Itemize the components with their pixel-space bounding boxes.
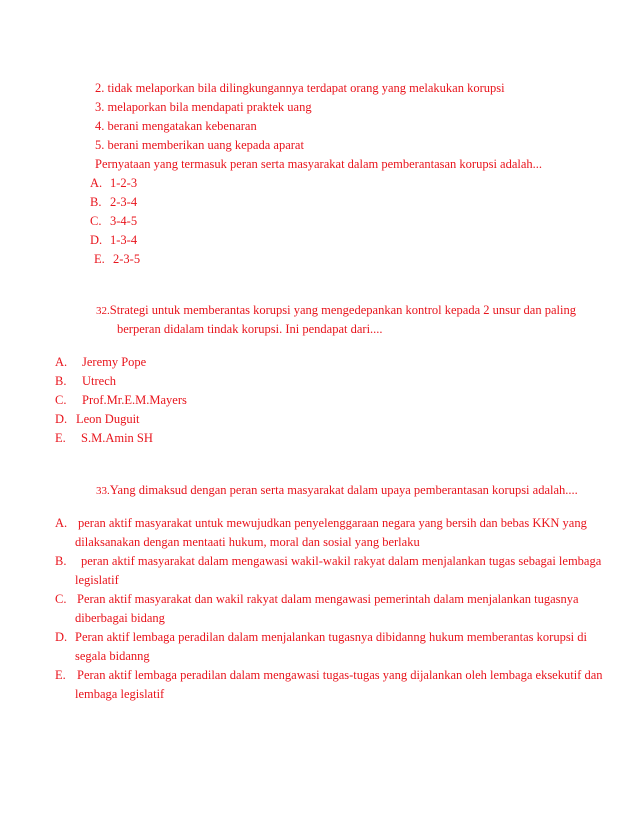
- option-letter: C.: [55, 393, 67, 407]
- option-letter: B.: [55, 374, 67, 388]
- option-text: 3-4-5: [110, 214, 138, 228]
- option-text: 2-3-5: [113, 252, 141, 266]
- q33-option-b-cont: legislatif: [75, 573, 119, 587]
- option-text: Prof.Mr.E.M.Mayers: [82, 393, 187, 407]
- q31-item-5: 5. berani memberikan uang kepada aparat: [95, 138, 304, 152]
- option-text: peran aktif masyarakat untuk mewujudkan penyelenggaraan negara yang bersih dan bebas KKN yang: [78, 516, 587, 530]
- q31-item-3: 3. melaporkan bila mendapati praktek uang: [95, 100, 312, 114]
- q31-prompt: Pernyataan yang termasuk peran serta masyarakat dalam pemberantasan korupsi adalah...: [95, 157, 543, 171]
- option-text: Peran aktif lembaga peradilan dalam mengawasi tugas-tugas yang dijalankan oleh lembaga eksekutif dan: [77, 668, 603, 682]
- option-letter: C.: [55, 592, 67, 606]
- q31-option-b: [90, 194, 138, 210]
- q33-option-e: [55, 667, 603, 683]
- option-letter: B.: [55, 554, 67, 568]
- q31-option-a: [90, 175, 138, 191]
- q33-option-a: [55, 515, 587, 531]
- q32-option-b: [55, 373, 117, 389]
- option-letter: E.: [94, 252, 105, 266]
- option-letter: E.: [55, 431, 66, 445]
- question-number: 33.: [96, 485, 110, 497]
- q31-option-e: [94, 251, 141, 267]
- q33-option-c-cont: diberbagai bidang: [75, 611, 165, 625]
- option-letter: C.: [90, 214, 102, 228]
- option-text: Utrech: [82, 374, 117, 388]
- option-letter: A.: [90, 176, 103, 190]
- q32-option-e: [55, 430, 153, 446]
- option-text: 2-3-4: [110, 195, 138, 209]
- option-letter: A.: [55, 516, 68, 530]
- option-letter: D.: [55, 630, 68, 644]
- option-letter: A.: [55, 355, 68, 369]
- option-text: 1-2-3: [110, 176, 138, 190]
- q32-question: [96, 302, 576, 319]
- q33-question: [96, 482, 578, 499]
- q32-option-d: [55, 411, 140, 427]
- option-text: Jeremy Pope: [82, 355, 147, 369]
- q31-item-4: 4. berani mengatakan kebenaran: [95, 119, 257, 133]
- option-text: Peran aktif masyarakat dan wakil rakyat dalam mengawasi pemerintah dalam menjalankan tugasnya: [77, 592, 579, 606]
- q33-option-e-cont: lembaga legislatif: [75, 687, 165, 701]
- q32-option-a: [55, 354, 147, 370]
- q32-question-cont: berperan didalam tindak korupsi. Ini pendapat dari....: [117, 322, 383, 336]
- option-text: S.M.Amin SH: [81, 431, 153, 445]
- q33-option-d-cont: segala bidanng: [75, 649, 150, 663]
- question-number: 32.: [96, 305, 110, 317]
- option-letter: B.: [90, 195, 102, 209]
- q33-option-d: [55, 629, 587, 645]
- option-text: Leon Duguit: [76, 412, 140, 426]
- q33-option-a-cont: dilaksanakan dengan mentaati hukum, moral dan sosial yang berlaku: [75, 535, 420, 549]
- question-text: Strategi untuk memberantas korupsi yang mengedepankan kontrol kepada 2 unsur dan paling: [109, 303, 576, 317]
- option-letter: E.: [55, 668, 66, 682]
- q33-option-b: [55, 553, 602, 569]
- q33-option-c: [55, 591, 579, 607]
- option-letter: D.: [90, 233, 103, 247]
- option-text: peran aktif masyarakat dalam mengawasi wakil-wakil rakyat dalam menjalankan tugas sebagai lembaga: [81, 554, 602, 568]
- q31-option-d: [90, 232, 138, 248]
- q31-item-2: 2. tidak melaporkan bila dilingkungannya terdapat orang yang melakukan korupsi: [95, 81, 505, 95]
- question-text: Yang dimaksud dengan peran serta masyarakat dalam upaya pemberantasan korupsi adalah....: [109, 483, 578, 497]
- option-text: 1-3-4: [110, 233, 138, 247]
- q31-option-c: [90, 213, 138, 229]
- option-letter: D.: [55, 412, 68, 426]
- q32-option-c: [55, 392, 187, 408]
- option-text: Peran aktif lembaga peradilan dalam menjalankan tugasnya dibidanng hukum memberantas korupsi di: [75, 630, 587, 644]
